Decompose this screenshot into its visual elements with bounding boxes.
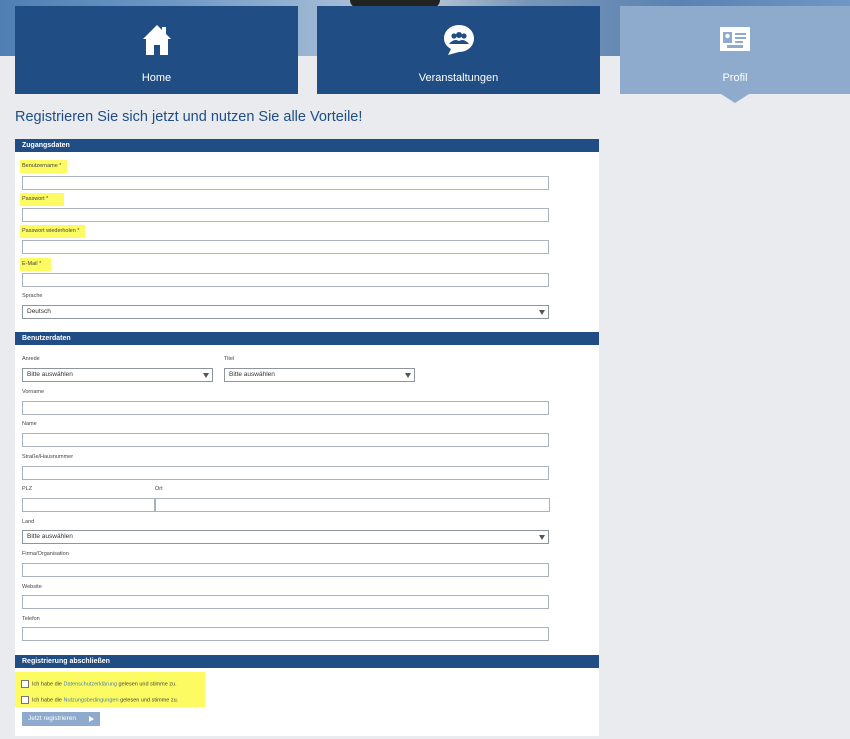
chevron-down-icon	[539, 535, 545, 540]
title-select[interactable]	[224, 368, 415, 382]
company-input[interactable]	[22, 563, 549, 577]
country-label: Land	[22, 519, 35, 525]
chevron-down-icon	[203, 373, 209, 378]
terms-text-suffix: gelesen und stimme zu.	[118, 697, 179, 704]
password-label: Passwort *	[22, 196, 64, 202]
language-label: Sprache	[22, 293, 43, 299]
username-input[interactable]	[22, 176, 549, 190]
home-icon	[142, 24, 172, 61]
nav-home-label: Home	[141, 72, 172, 84]
phone-input[interactable]	[22, 627, 549, 641]
firstname-label: Vorname	[22, 389, 45, 395]
title-label: Titel	[224, 356, 235, 362]
zip-input[interactable]	[22, 498, 155, 512]
city-input[interactable]	[155, 498, 550, 512]
privacy-text-suffix: gelesen und stimme zu.	[117, 681, 177, 688]
language-select[interactable]	[22, 305, 549, 319]
website-label: Website	[22, 584, 42, 590]
play-arrow-icon	[89, 716, 94, 722]
terms-consent-row	[21, 696, 178, 704]
email-label: E-Mail *	[22, 261, 51, 267]
salutation-select-value: Bitte auswählen	[27, 371, 73, 378]
people-icon	[443, 24, 475, 61]
name-input[interactable]	[22, 433, 549, 447]
chevron-down-icon	[405, 373, 411, 378]
salutation-label: Anrede	[22, 356, 40, 362]
nav-events-label: Veranstaltungen	[418, 72, 499, 84]
email-input[interactable]	[22, 273, 549, 287]
privacy-checkbox[interactable]	[21, 680, 29, 688]
nav-tile-profile[interactable]	[620, 6, 850, 94]
chevron-down-icon	[539, 310, 545, 315]
password-input[interactable]	[22, 208, 549, 222]
name-label: Name	[22, 421, 37, 427]
terms-checkbox[interactable]	[21, 696, 29, 704]
page-title: Registrieren Sie sich jetzt und nutzen Sie alle Vorteile!	[15, 109, 363, 125]
id-card-icon	[719, 26, 751, 57]
phone-label: Telefon	[22, 616, 40, 622]
firstname-input[interactable]	[22, 401, 549, 415]
password-repeat-label: Passwort wiederholen *	[22, 228, 85, 234]
section-header-access: Zugangsdaten	[15, 139, 599, 152]
street-label: Straße/Hausnummer	[22, 454, 74, 460]
language-select-value: Deutsch	[27, 308, 51, 315]
register-button-label: Jetzt registrieren	[28, 715, 77, 722]
terms-text-prefix: Ich habe die	[32, 697, 64, 704]
username-label: Benutzername *	[22, 163, 67, 169]
terms-link[interactable]: Nutzungsbedingungen	[63, 697, 119, 704]
street-input[interactable]	[22, 466, 549, 480]
company-label: Firma/Organisation	[22, 551, 69, 557]
privacy-consent-row	[21, 680, 177, 688]
city-label: Ort	[155, 486, 163, 492]
country-select[interactable]	[22, 530, 549, 544]
nav-tile-events[interactable]	[317, 6, 600, 94]
privacy-text-prefix: Ich habe die	[32, 681, 64, 688]
nav-tile-home[interactable]	[15, 6, 298, 94]
website-input[interactable]	[22, 595, 549, 609]
register-button[interactable]	[22, 712, 100, 726]
password-repeat-input[interactable]	[22, 240, 549, 254]
registration-form	[15, 139, 599, 736]
section-header-finish: Registrierung abschließen	[15, 655, 599, 668]
title-select-value: Bitte auswählen	[229, 371, 275, 378]
privacy-link[interactable]: Datenschutzerklärung	[63, 681, 118, 688]
section-header-user: Benutzerdaten	[15, 332, 599, 345]
country-select-value: Bitte auswählen	[27, 533, 73, 540]
nav-profile-label: Profil	[722, 72, 748, 84]
zip-label: PLZ	[22, 486, 33, 492]
active-tab-arrow	[721, 94, 749, 103]
salutation-select[interactable]	[22, 368, 213, 382]
consent-highlight	[15, 672, 205, 707]
